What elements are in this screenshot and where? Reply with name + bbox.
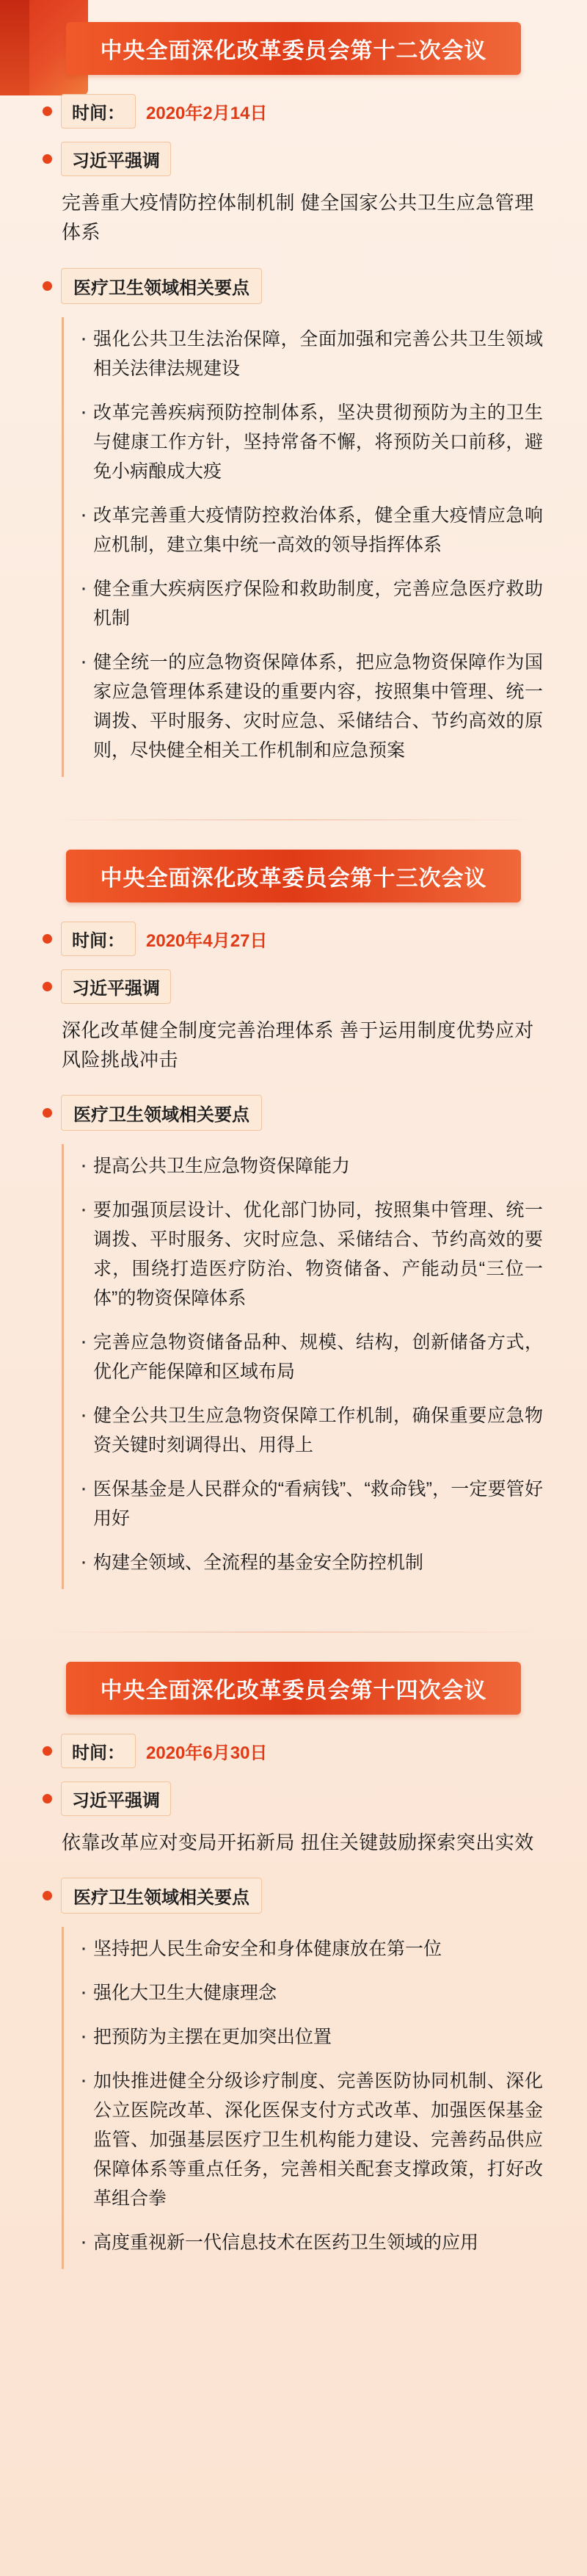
points-list [62,1927,550,2269]
time-label: 时间： [61,94,136,129]
points-list [62,1144,550,1589]
list-item: · 加快推进健全分级诊疗制度、完善医防协同机制、深化公立医院改革、深化医保支付方式改革、加强医保基金监管、加强基层医疗卫生机构能力建设、完善药品供应保障体系等重点任务，完善相关配套支撑政策，打好改革组合拳 [80,2066,543,2213]
points-header-row [43,268,569,304]
list-item: · 改革完善疾病预防控制体系，坚决贯彻预防为主的卫生与健康工作方针，坚持常备不懈，将预防关口前移，避免小病酿成大疫 [80,398,543,486]
speaker-label: 习近平强调 [61,969,171,1004]
headline: 完善重大疫情防控体制机制 健全国家公共卫生应急管理体系 [62,192,534,244]
time-row [43,1734,569,1768]
list-item: · 构建全领域、全流程的基金安全防控机制 [80,1548,543,1577]
speaker-label: 习近平强调 [61,142,171,176]
bullet-dot-icon [43,934,52,944]
bullet-dot-icon [43,982,52,991]
list-item: · 要加强顶层设计、优化部门协同，按照集中管理、统一调拨、平时服务、灾时应急、采储结合、节约高效的要求，围绕打造医疗防治、物资储备、产能动员“三位一体”的物资保障体系 [80,1195,543,1313]
time-row [43,922,569,956]
section-title: 中央全面深化改革委员会第十二次会议 [66,22,521,75]
points-list [62,317,550,777]
list-item: · 改革完善重大疫情防控救治体系，健全重大疫情应急响应机制，建立集中统一高效的领导指挥体系 [80,501,543,560]
list-item: · 健全公共卫生应急物资保障工作机制，确保重要应急物资关键时刻调得出、用得上 [80,1401,543,1460]
time-value: 2020年6月30日 [146,1743,268,1764]
meeting-section [18,1662,569,2269]
speaker-row [43,142,569,176]
list-item: · 健全重大疾病医疗保险和救助制度，完善应急医疗救助机制 [80,574,543,633]
section-title: 中央全面深化改革委员会第十四次会议 [66,1662,521,1715]
bullet-dot-icon [43,1891,52,1900]
time-label: 时间： [61,922,136,956]
time-value: 2020年2月14日 [146,104,268,123]
bullet-dot-icon [43,281,52,291]
speaker-label: 习近平强调 [61,1781,171,1816]
speaker-row [43,969,569,1004]
list-item: · 把预防为主摆在更加突出位置 [80,2022,543,2052]
headline: 依靠改革应对变局开拓新局 扭住关键鼓励探索突出实效 [62,1831,534,1854]
meeting-section [18,850,569,1590]
points-label: 医疗卫生领域相关要点 [61,1095,262,1131]
points-label: 医疗卫生领域相关要点 [61,268,262,304]
points-header-row [43,1095,569,1131]
list-item: · 强化公共卫生法治保障，全面加强和完善公共卫生领域相关法律法规建设 [80,325,543,383]
bullet-dot-icon [43,1108,52,1118]
list-item: · 健全统一的应急物资保障体系，把应急物资保障作为国家应急管理体系建设的重要内容，按照集中管理、统一调拨、平时服务、灾时应急、采储结合、节约高效的原则，尽快健全相关工作机制和应急预案 [80,648,543,765]
bullet-dot-icon [43,1794,52,1803]
list-item: · 强化大卫生大健康理念 [80,1978,543,2008]
time-value: 2020年4月27日 [146,930,268,951]
headline: 深化改革健全制度完善治理体系 善于运用制度优势应对风险挑战冲击 [62,1019,534,1071]
time-row [43,94,569,129]
speaker-row [43,1781,569,1816]
meeting-section [18,22,569,777]
document-content [18,22,569,2269]
list-item: · 高度重视新一代信息技术在医药卫生领域的应用 [80,2228,543,2257]
bullet-dot-icon [43,1746,52,1756]
list-item: · 医保基金是人民群众的“看病钱”、“救命钱”，一定要管好用好 [80,1475,543,1533]
points-label: 医疗卫生领域相关要点 [61,1878,262,1914]
points-header-row [43,1878,569,1914]
bullet-dot-icon [43,106,52,116]
time-label: 时间： [61,1734,136,1768]
list-item: · 提高公共卫生应急物资保障能力 [80,1151,543,1181]
list-item: · 完善应急物资储备品种、规模、结构，创新储备方式，优化产能保障和区域布局 [80,1328,543,1386]
section-title: 中央全面深化改革委员会第十三次会议 [66,850,521,902]
bullet-dot-icon [43,154,52,164]
list-item: · 坚持把人民生命安全和身体健康放在第一位 [80,1934,543,1964]
